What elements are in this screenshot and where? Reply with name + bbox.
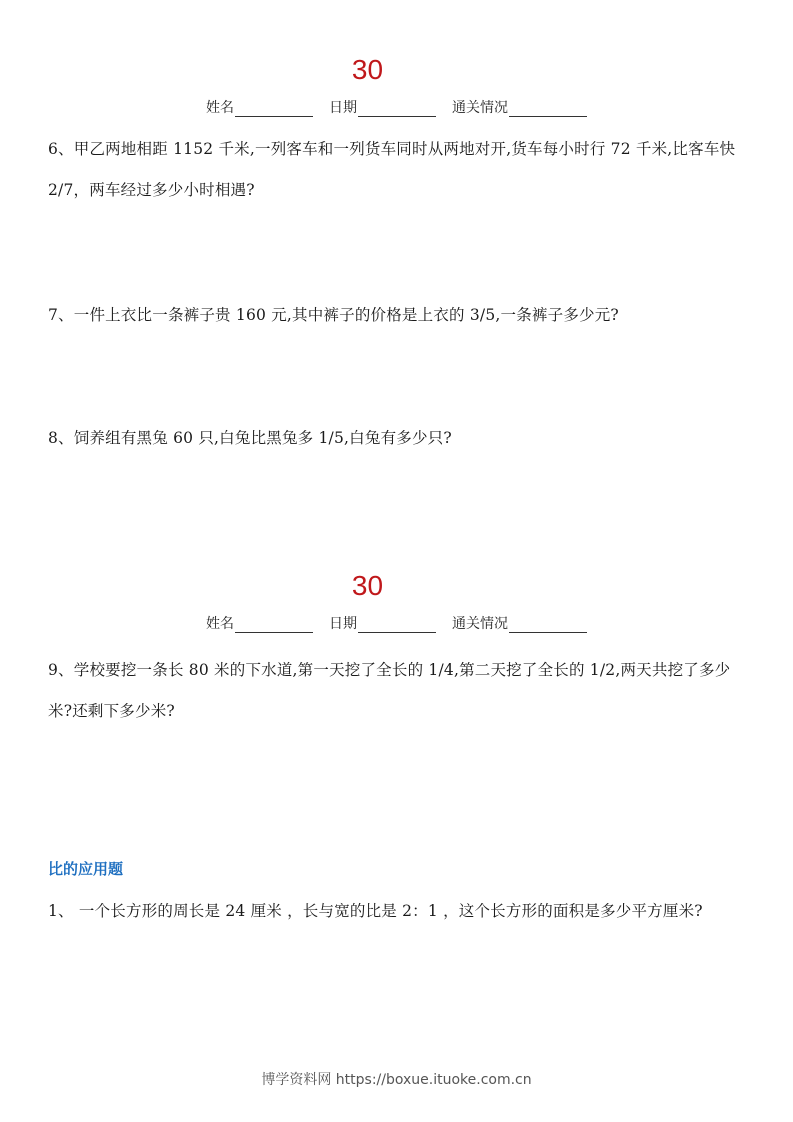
ratio-question-1: 1、 一个长方形的周长是 24 厘米 ，长与宽的比是 2：1 ，这个长方形的面积是多少平方厘米? bbox=[48, 902, 703, 920]
date-field bbox=[329, 99, 436, 117]
name-blank[interactable] bbox=[235, 618, 313, 633]
status-label: 通关情况 bbox=[452, 616, 508, 632]
status-field bbox=[452, 615, 587, 633]
status-blank[interactable] bbox=[509, 618, 587, 633]
name-label: 姓名 bbox=[206, 616, 234, 632]
name-label: 姓名 bbox=[206, 100, 234, 116]
question-9: 9、学校要挖一条长 80 米的下水道,第一天挖了全长的 1/4,第二天挖了全长的 1/2,两天共挖了多少米?还剩下多少米? bbox=[48, 661, 731, 720]
date-label: 日期 bbox=[329, 100, 357, 116]
question-8: 8、饲养组有黑兔 60 只,白兔比黑兔多 1/5,白兔有多少只? bbox=[48, 429, 452, 447]
worksheet-number-title: 30 bbox=[351, 570, 384, 601]
status-field bbox=[452, 99, 587, 117]
question-6: 6、甲乙两地相距 1152 千米,一列客车和一列货车同时从两地对开,货车每小时行 72 千米,比客车快 2/7，两车经过多少小时相遇? bbox=[48, 140, 736, 199]
name-field bbox=[206, 615, 313, 633]
status-label: 通关情况 bbox=[452, 100, 508, 116]
student-info-line bbox=[0, 99, 793, 117]
student-info-line bbox=[0, 615, 793, 633]
status-blank[interactable] bbox=[509, 102, 587, 117]
date-field bbox=[329, 615, 436, 633]
date-blank[interactable] bbox=[358, 618, 436, 633]
worksheet-number-title: 30 bbox=[351, 54, 384, 85]
date-label: 日期 bbox=[329, 616, 357, 632]
footer-watermark: 博学资料网 https://boxue.ituoke.com.cn bbox=[261, 1072, 532, 1088]
section-heading: 比的应用题 bbox=[48, 860, 124, 878]
name-field bbox=[206, 99, 313, 117]
date-blank[interactable] bbox=[358, 102, 436, 117]
name-blank[interactable] bbox=[235, 102, 313, 117]
question-7: 7、一件上衣比一条裤子贵 160 元,其中裤子的价格是上衣的 3/5,一条裤子多少元? bbox=[48, 306, 619, 324]
